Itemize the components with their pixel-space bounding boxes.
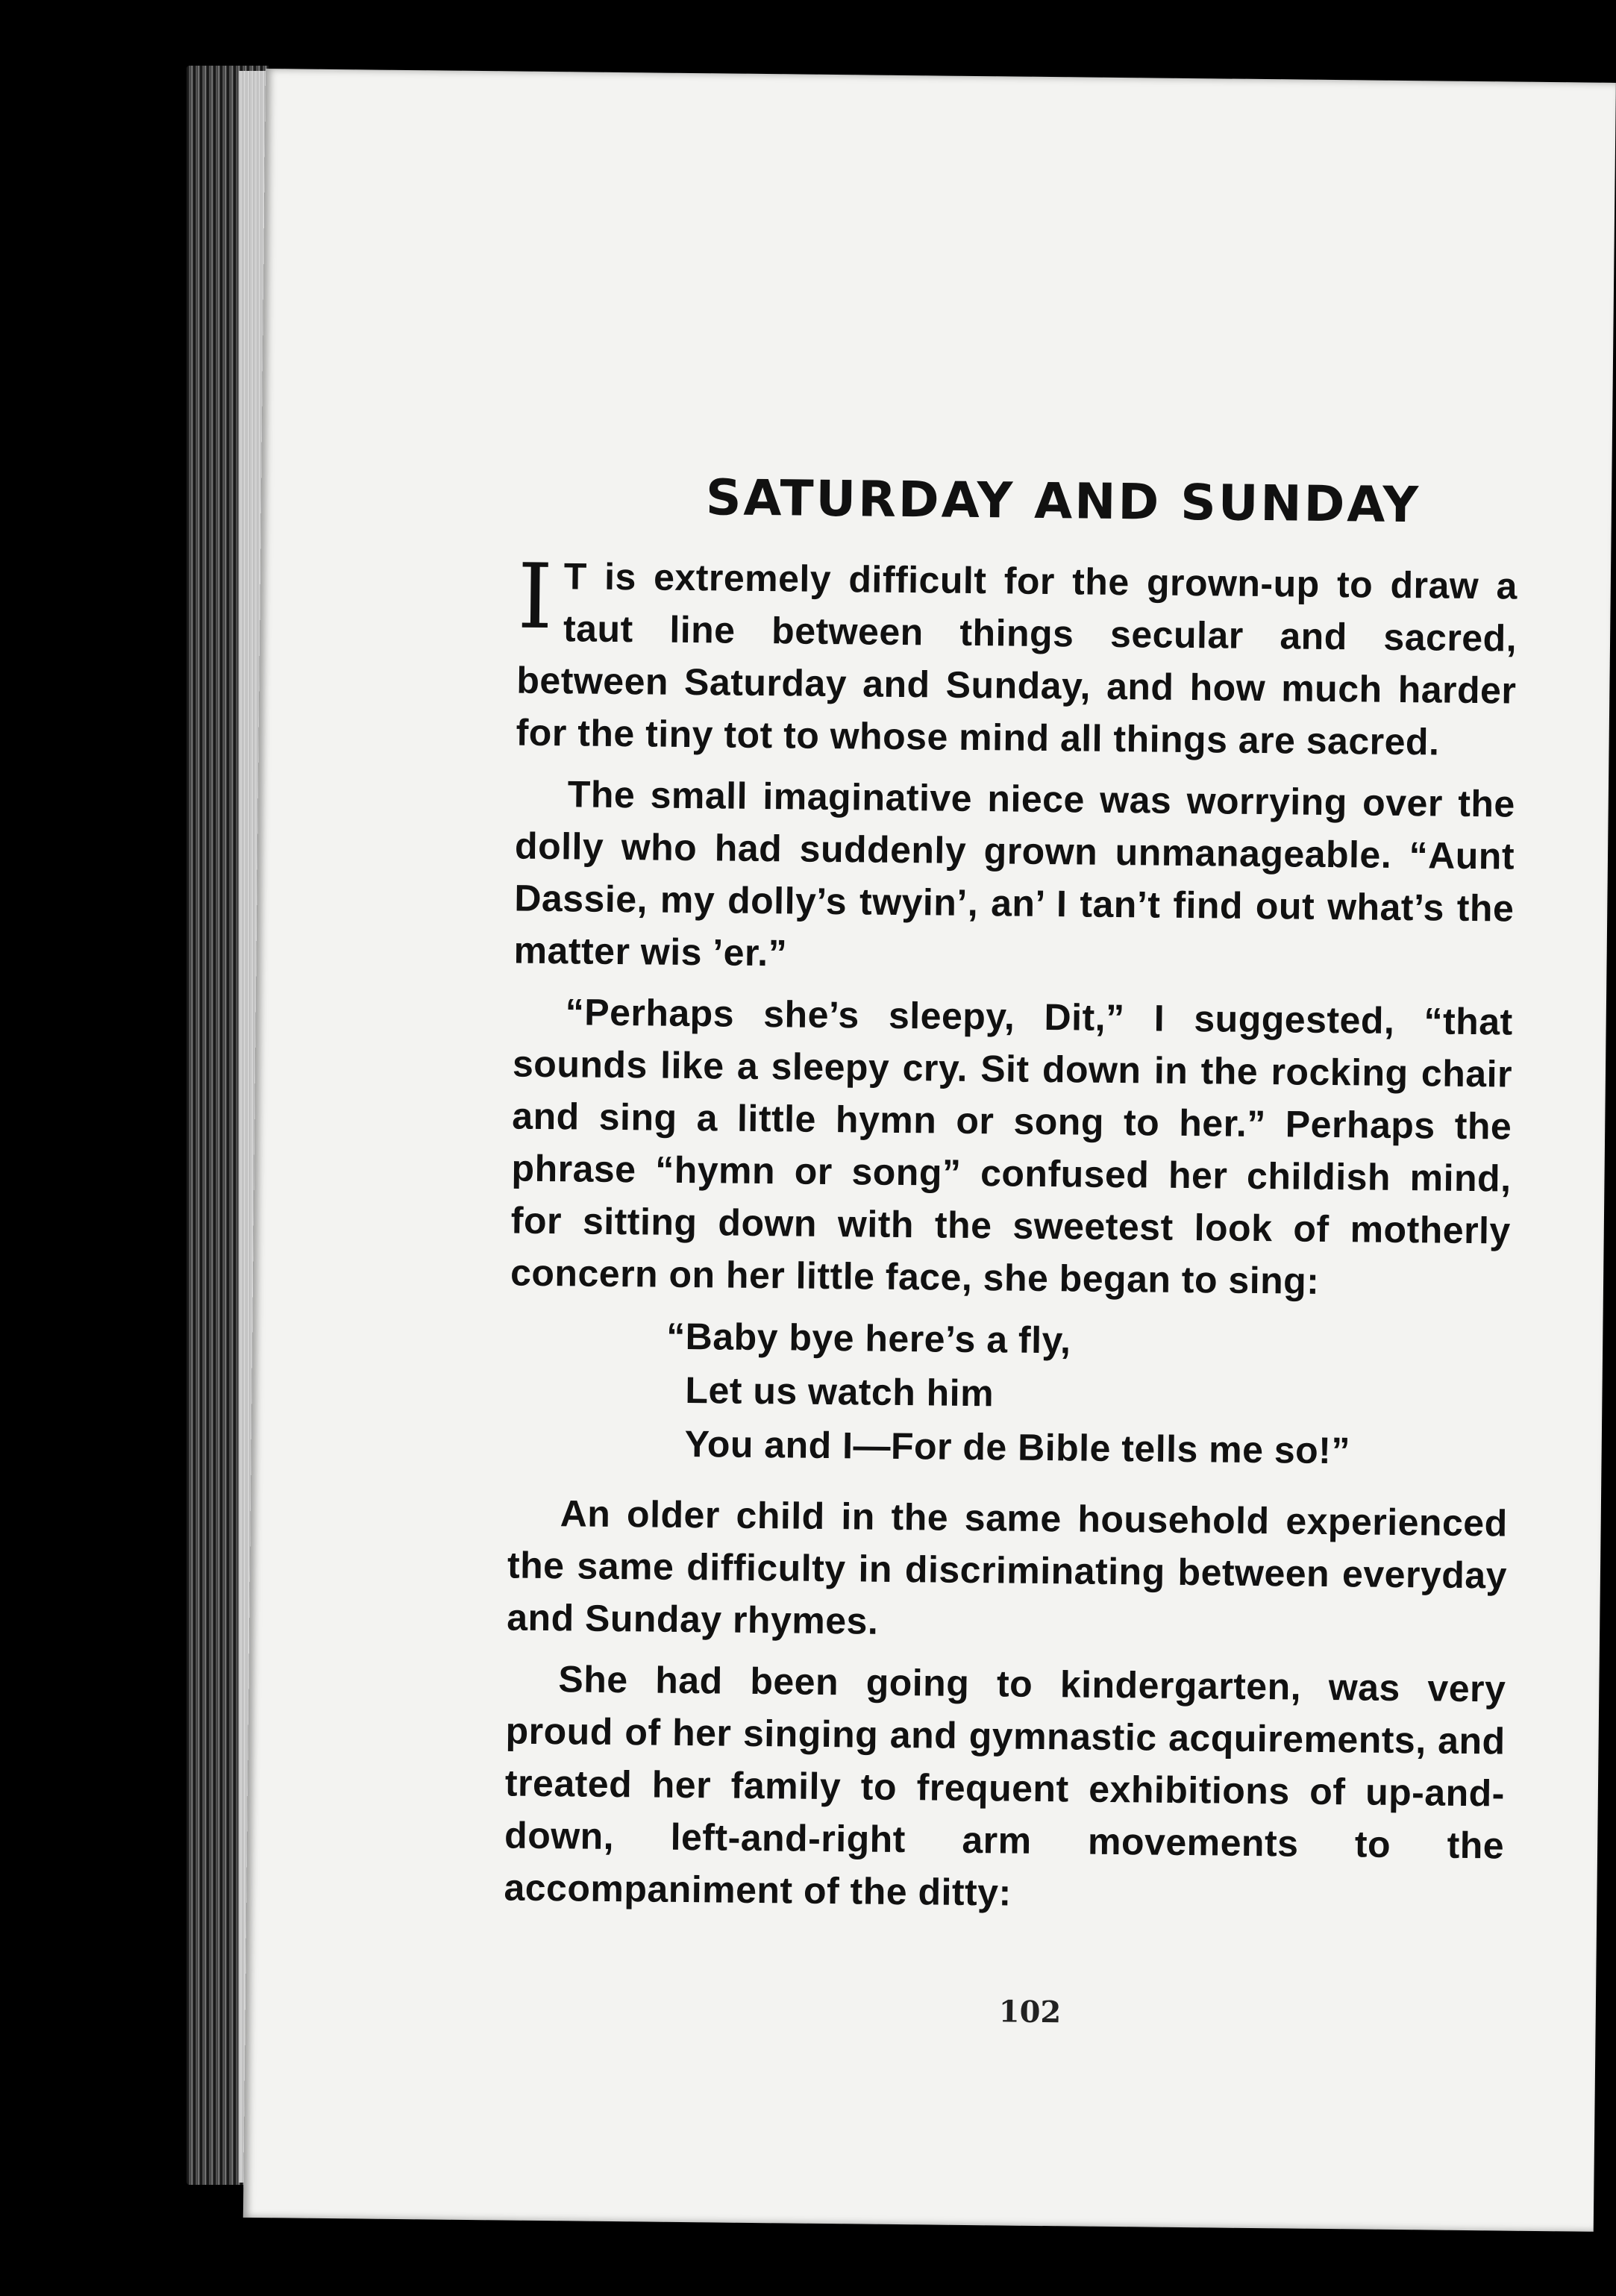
verse-line-2: Let us watch him: [685, 1368, 995, 1415]
paragraph-4: An older child in the same household experienced the same difficulty in discriminating between everyday and Sunday rhymes.: [506, 1492, 1508, 1642]
page-content: [504, 467, 1518, 1933]
paragraph-3: “Perhaps she’s sleepy, Dit,” I suggested, “that sounds like a sleepy cry. Sit down in the rocking chair and sing a little hymn or song to her.” Perhaps the phrase “hymn or song” confused her childish mind, for sitting down with the sweetest look of motherly concern on her little face, she began to sing:: [510, 991, 1514, 1302]
chapter-title: SATURDAY AND SUNDAY: [705, 469, 1421, 534]
verse-line-3: You and I—For de Bible tells me so!”: [684, 1422, 1351, 1472]
page-number: 102: [998, 1994, 1062, 2030]
paragraph-1: [516, 545, 1518, 769]
paragraph-2: The small imaginative niece was worrying over the dolly who had suddenly grown unmanageable. “Aunt Dassie, my dolly’s twyin’, an’ I tan’t find out what’s the matter wis ’er.”: [513, 773, 1516, 975]
book-page: [243, 69, 1616, 2232]
paragraph-1-text: T is extremely difficult for the grown-up to draw a taut line between things secular and sacred, between Saturday and Sunday, and how much harder for the tiny tot to whose mind all things are sacred.: [516, 555, 1518, 763]
paragraph-5: She had been going to kindergarten, was very proud of her singing and gymnastic acquirements, and treated her family to frequent exhibitions of up-and-down, left-and-right arm movements to the accompaniment of the ditty:: [504, 1658, 1506, 1914]
verse: [665, 1310, 1509, 1480]
verse-line-1: “Baby bye here’s a fly,: [665, 1315, 1071, 1362]
drop-cap: I: [516, 545, 554, 650]
